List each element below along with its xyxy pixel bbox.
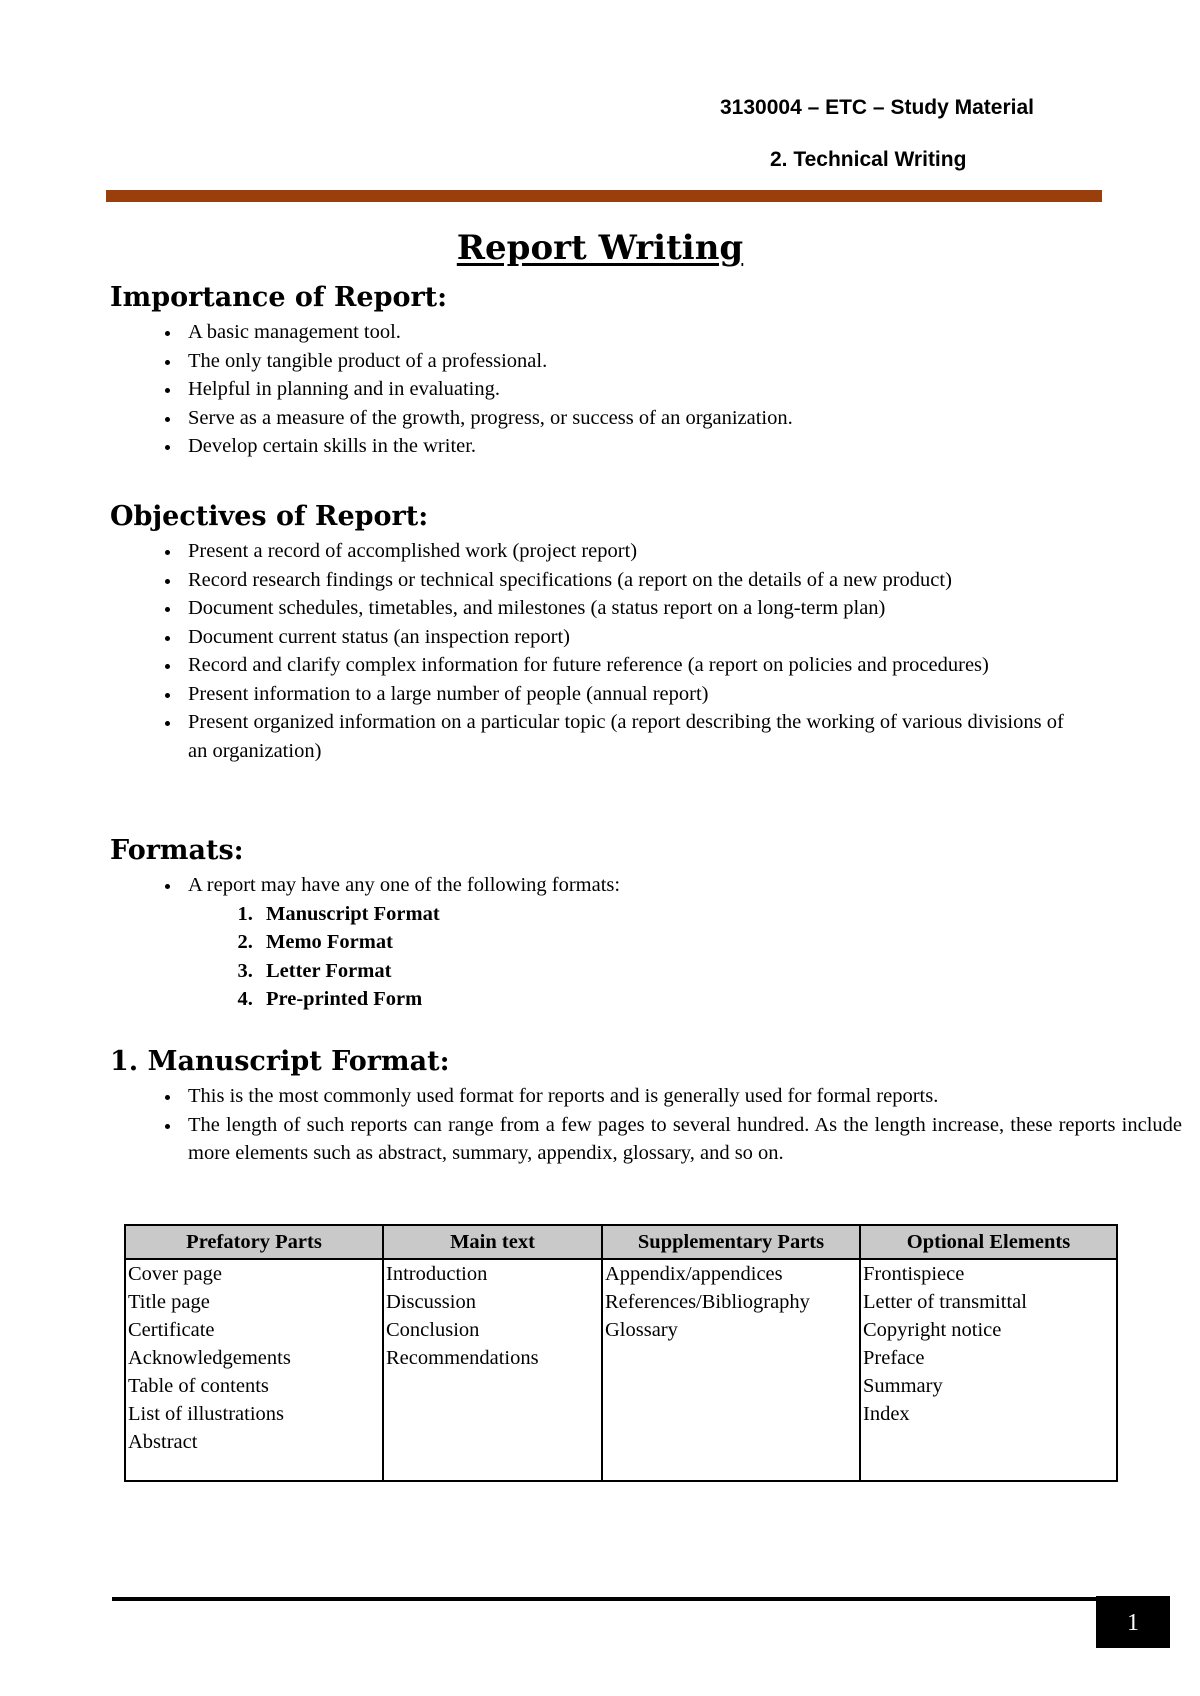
- column-header: Prefatory Parts: [125, 1225, 383, 1259]
- list-item: • Present organized information on a particular topic (a report describing the working of various divisions of an organization): [182, 708, 1068, 765]
- table-cell-item: Conclusion: [386, 1319, 480, 1341]
- list-item: 1. Manuscript Format: [258, 900, 1110, 929]
- importance-heading: Importance of Report:: [110, 282, 448, 313]
- table-cell-item: Acknowledgements: [128, 1347, 291, 1369]
- table-cell-item: Preface: [863, 1347, 925, 1369]
- table-cell-item: Copyright notice: [863, 1319, 1002, 1341]
- list-item: • A basic management tool.: [182, 318, 1110, 347]
- table-cell-item: Frontispiece: [863, 1263, 965, 1285]
- objectives-section: [110, 499, 1110, 765]
- list-item: • A report may have any one of the following formats:: [182, 871, 1110, 900]
- table-cell-item: Letter of transmittal: [863, 1291, 1027, 1313]
- list-item: • Record and clarify complex information for future reference (a report on policies and procedures): [182, 651, 1048, 680]
- table-cell-item: Recommendations: [386, 1347, 539, 1369]
- table-cell-item: Glossary: [605, 1319, 678, 1341]
- table-cell-item: Abstract: [128, 1431, 198, 1453]
- supplementary-parts-cell: [602, 1259, 860, 1481]
- list-item: • Present information to a large number of people (annual report): [182, 680, 1200, 709]
- manuscript-section: [110, 1044, 1182, 1168]
- report-parts-table: [124, 1224, 1118, 1482]
- formats-section: [110, 833, 1110, 1014]
- table-cell-item: Certificate: [128, 1319, 215, 1341]
- objectives-heading: Objectives of Report:: [110, 501, 429, 532]
- list-item: • Helpful in planning and in evaluating.: [182, 375, 1110, 404]
- table-cell-item: Cover page: [128, 1263, 222, 1285]
- table-row: [125, 1259, 1117, 1481]
- column-header: Supplementary Parts: [602, 1225, 860, 1259]
- main-text-cell: [383, 1259, 602, 1481]
- list-item: • Serve as a measure of the growth, progress, or success of an organization.: [182, 404, 1110, 433]
- table-cell-item: Introduction: [386, 1263, 488, 1285]
- table-cell-item: Table of contents: [128, 1375, 269, 1397]
- course-header: 3130004 – ETC – Study Material: [720, 96, 1034, 119]
- list-item: • Document schedules, timetables, and milestones (a status report on a long-term plan): [182, 594, 1200, 623]
- formats-intro-list: [110, 871, 1110, 900]
- optional-elements-cell: [860, 1259, 1117, 1481]
- formats-list: [184, 900, 1110, 1014]
- list-item: • Document current status (an inspection report): [182, 623, 1200, 652]
- header-divider: [106, 190, 1102, 202]
- unit-header: 2. Technical Writing: [770, 148, 967, 171]
- column-header: Optional Elements: [860, 1225, 1117, 1259]
- importance-list: [110, 318, 1110, 461]
- prefatory-parts-cell: [125, 1259, 383, 1481]
- table-cell-item: List of illustrations: [128, 1403, 285, 1425]
- table-cell-item: Summary: [863, 1375, 943, 1397]
- table-cell-item: Appendix/appendices: [605, 1263, 783, 1285]
- table-header-row: [125, 1225, 1117, 1259]
- list-item: • Develop certain skills in the writer.: [182, 432, 1110, 461]
- importance-section: [110, 280, 1110, 461]
- table-cell-item: References/Bibliography: [605, 1291, 810, 1313]
- formats-heading: Formats:: [110, 835, 244, 866]
- list-item: 4. Pre-printed Form: [258, 985, 1110, 1014]
- list-item: • The only tangible product of a professional.: [182, 347, 1110, 376]
- manuscript-list: [110, 1082, 1182, 1168]
- objectives-list: [110, 537, 1200, 765]
- footer-divider: [112, 1597, 1112, 1601]
- list-item: • The length of such reports can range from a few pages to several hundred. As the length increase, these reports include more elements such as abstract, summary, appendix, glossary, and so on.: [182, 1111, 1182, 1168]
- table-cell-item: Discussion: [386, 1291, 476, 1313]
- list-item: • This is the most commonly used format for reports and is generally used for formal reports.: [182, 1082, 1182, 1111]
- table-cell-item: Index: [863, 1403, 910, 1425]
- list-item: • Record research findings or technical specifications (a report on the details of a new product): [182, 566, 1200, 595]
- list-item: 3. Letter Format: [258, 957, 1110, 986]
- table-cell-item: Title page: [128, 1291, 210, 1313]
- page-title: Report Writing: [456, 228, 744, 268]
- list-item: • Present a record of accomplished work (project report): [182, 537, 1200, 566]
- list-item: 2. Memo Format: [258, 928, 1110, 957]
- manuscript-heading: 1. Manuscript Format:: [110, 1046, 450, 1077]
- column-header: Main text: [383, 1225, 602, 1259]
- page-number: 1: [1096, 1596, 1170, 1648]
